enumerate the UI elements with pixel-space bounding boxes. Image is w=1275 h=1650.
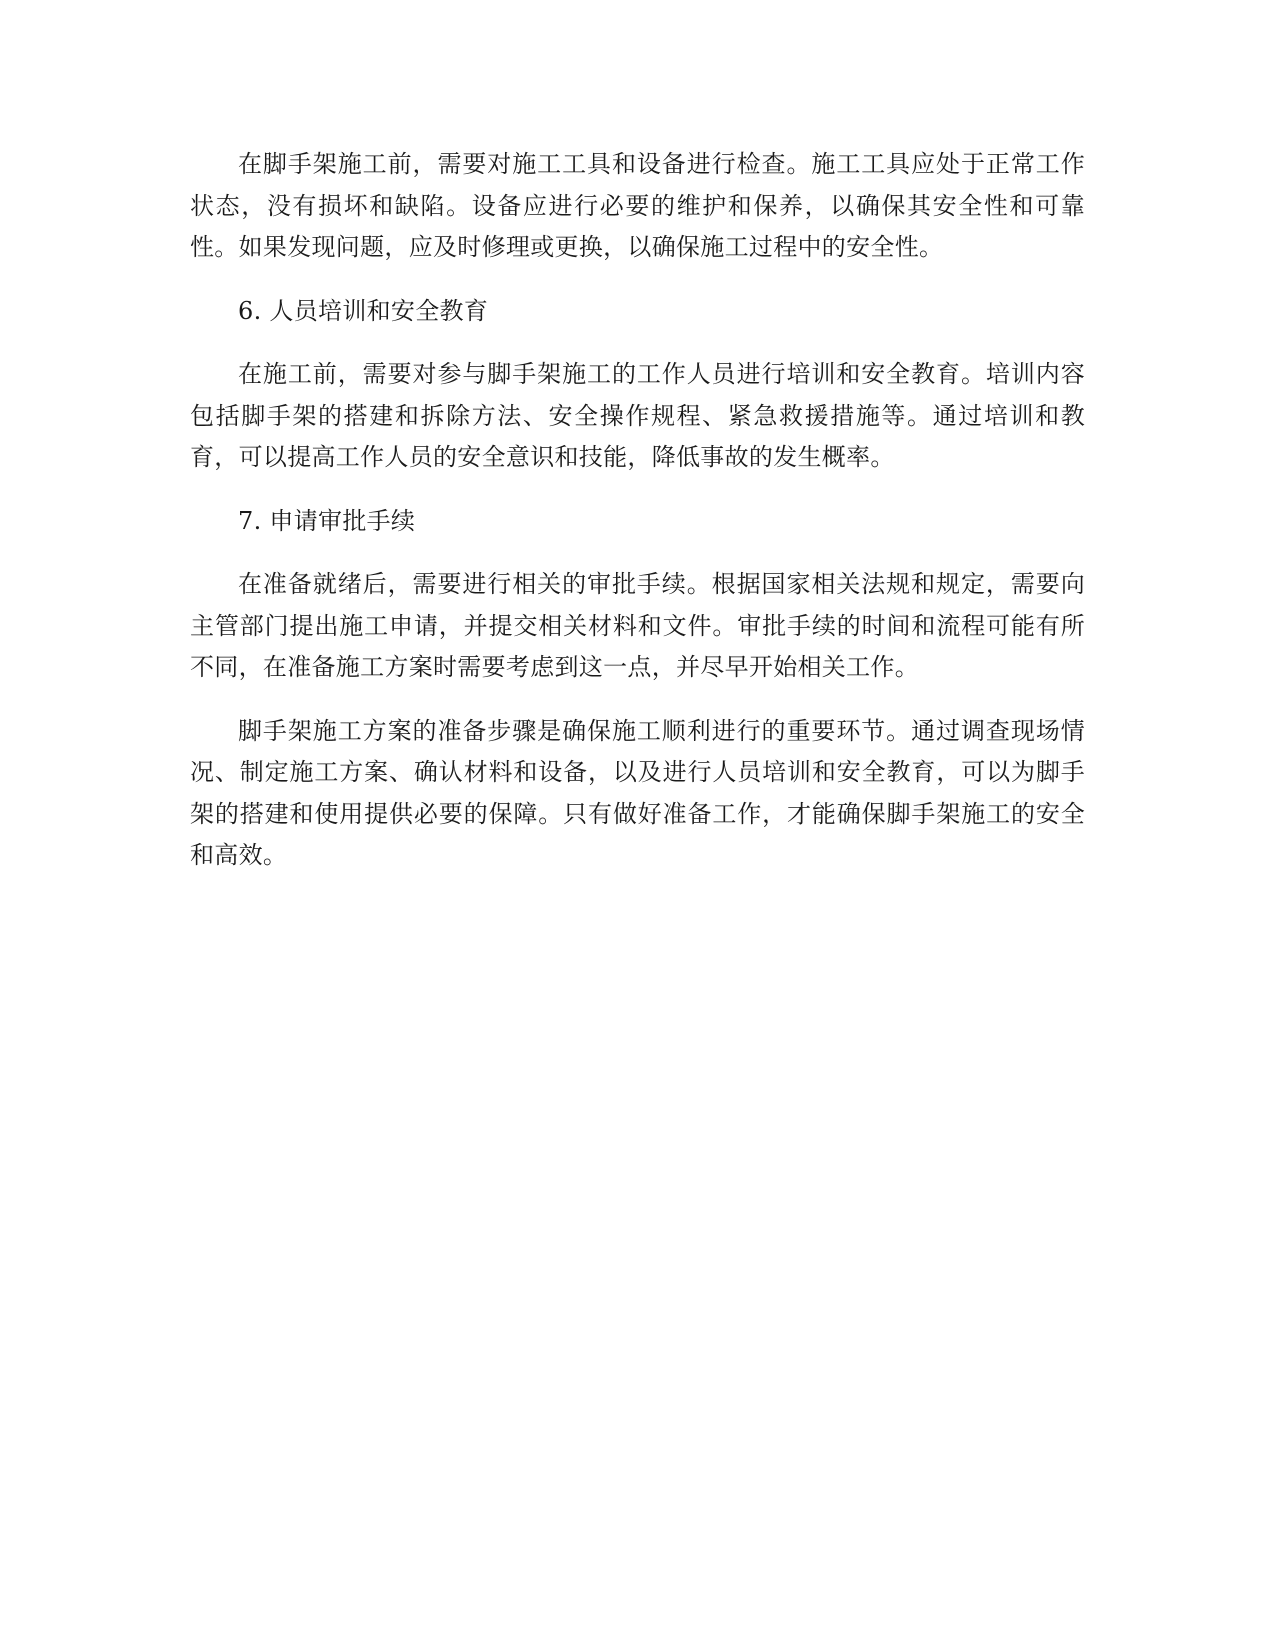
paragraph-equipment-inspection: 在脚手架施工前，需要对施工工具和设备进行检查。施工工具应处于正常工作状态，没有损坏和缺陷。设备应进行必要的维护和保养，以确保其安全性和可靠性。如果发现问题，应及时修理或更换，以确保施工过程中的安全性。 <box>190 150 1085 261</box>
section-heading-approval: 7. 申请审批手续 <box>238 506 416 535</box>
paragraph-approval: 在准备就绪后，需要进行相关的审批手续。根据国家相关法规和规定，需要向主管部门提出施工申请，并提交相关材料和文件。审批手续的时间和流程可能有所不同，在准备施工方案时需要考虑到这一点，并尽早开始相关工作。 <box>190 570 1085 681</box>
section-heading-training: 6. 人员培训和安全教育 <box>238 296 489 325</box>
document-body <box>190 144 1085 899</box>
paragraph-training: 在施工前，需要对参与脚手架施工的工作人员进行培训和安全教育。培训内容包括脚手架的搭建和拆除方法、安全操作规程、紧急救援措施等。通过培训和教育，可以提高工作人员的安全意识和技能，降低事故的发生概率。 <box>190 360 1085 471</box>
paragraph-conclusion: 脚手架施工方案的准备步骤是确保施工顺利进行的重要环节。通过调查现场情况、制定施工方案、确认材料和设备，以及进行人员培训和安全教育，可以为脚手架的搭建和使用提供必要的保障。只有做好准备工作，才能确保脚手架施工的安全和高效。 <box>190 716 1085 869</box>
